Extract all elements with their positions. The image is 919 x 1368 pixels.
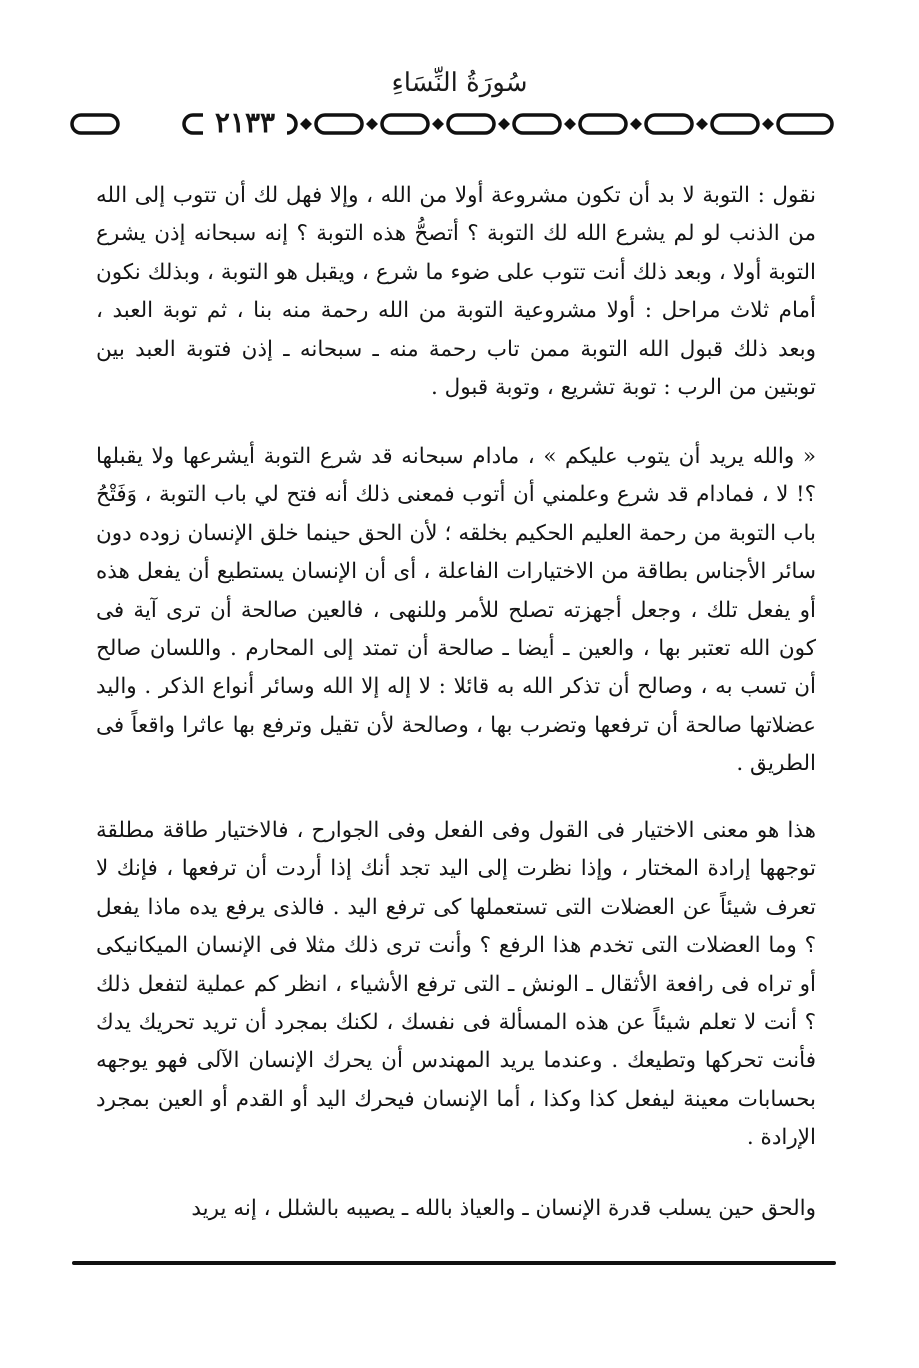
decorative-border <box>70 108 836 140</box>
footer-rule <box>72 1261 836 1265</box>
ornament-diamond <box>432 118 444 130</box>
ornament-oval <box>448 115 494 133</box>
paragraph-2: « والله يريد أن يتوب عليكم » ، مادام سبحانه قد شرع التوبة أيشرعها ولا يقبلها ؟! لا ، فمادام قد شرع وعلمني أن أتوب فمعنى ذلك أنه فتح لي باب التوبة ، وَفَتْحُ باب التوبة من رحمة العليم الحكيم بخلقه ؛ لأن الحق حينما خلق الإنسان زوده دون سائر الأجناس بطاقة من الاختيارات الفاعلة ، أى أن الإنسان يستطيع أن يفعل هذه أو يفعل تلك ، وجعل أجهزته تصلح للأمر وللنهى ، فالعين صالحة أن ترى آية فى كون الله تعتبر بها ، والعين ـ أيضا ـ صالحة أن تمتد إلى المحارم . واللسان صالح أن تسب به ، وصالح أن تذكر الله به قائلا : لا إله إلا الله وسائر أنواع الذكر . واليد عضلاتها صالحة أن ترفعها وتضرب بها ، وصالحة لأن تقيل وترفع بها عاثرا واقعاً فى الطريق . <box>96 444 816 777</box>
ornament-oval <box>778 115 832 133</box>
ornament-diamond <box>300 118 312 130</box>
paragraph-3: هذا هو معنى الاختيار فى القول وفى الفعل وفى الجوارح ، فالاختيار طاقة مطلقة توجهها إرادة المختار ، وإذا نظرت إلى اليد تجد أنك إذا أردت أن ترفعها ، فإنك لا تعرف شيئاً عن العضلات التى تستعملها كى ترفع اليد . فالذى يرفع يده ماذا يفعل ؟ وما العضلات التى تخدم هذا الرفع ؟ وأنت ترى ذلك مثلا فى الإنسان الميكانيكى أو تراه فى رافعة الأثقال ـ الونش ـ التى ترفع الأشياء ، انظر كم عملية لتفعل ذلك ؟ أنت لا تعلم شيئاً عن هذه المسألة فى نفسك ، لكنك بمجرد أن تريد تحريك يدك فأنت تحركها وتطيعك . وعندما يريد المهندس أن يحرك الإنسان الآلى فهو يوجهه بحسابات معينة ليفعل كذا وكذا ، أما الإنسان فيحرك اليد أو القدم أو العين بمجرد الإرادة . <box>96 818 816 1151</box>
ornament-oval <box>514 115 560 133</box>
ornament-diamond <box>498 118 510 130</box>
ornament-diamond <box>696 118 708 130</box>
ornament-diamond <box>762 118 774 130</box>
paragraph-4: والحق حين يسلب قدرة الإنسان ـ والعياذ بالله ـ يصيبه بالشلل ، إنه يريد <box>191 1196 816 1221</box>
ornament-oval <box>382 115 428 133</box>
ornament-diamond <box>366 118 378 130</box>
ornament-diamond <box>564 118 576 130</box>
paragraph-1: نقول : التوبة لا بد أن تكون مشروعة أولا من الله ، وإلا فهل لك أن تتوب إلى الله من الذنب لو لم يشرع الله لك التوبة ؟ أتصحُّ هذه التوبة ؟ إنه سبحانه إذن يشرع التوبة أولا ، وبعد ذلك أنت تتوب على ضوء ما شرع ، ويقبل هو التوبة ، وبذلك نكون أمام ثلاث مراحل : أولا مشروعية التوبة من الله رحمة منه بنا ، ثم توبة العبد ، وبعد ذلك قبول الله التوبة ممن تاب رحمة منه ـ سبحانه ـ إذن فتوبة العبد بين توبتين من الرب : توبة تشريع ، وتوبة قبول . <box>96 183 816 401</box>
ornament-oval <box>316 115 362 133</box>
surah-title: سُورَةُ النِّسَاءِ <box>391 68 528 98</box>
ornament-oval <box>580 115 626 133</box>
ornament-oval <box>712 115 758 133</box>
page-number: ٢١٣٣ <box>203 107 287 139</box>
ornament-oval <box>72 115 118 133</box>
ornament-diamond <box>630 118 642 130</box>
ornament-oval <box>646 115 692 133</box>
